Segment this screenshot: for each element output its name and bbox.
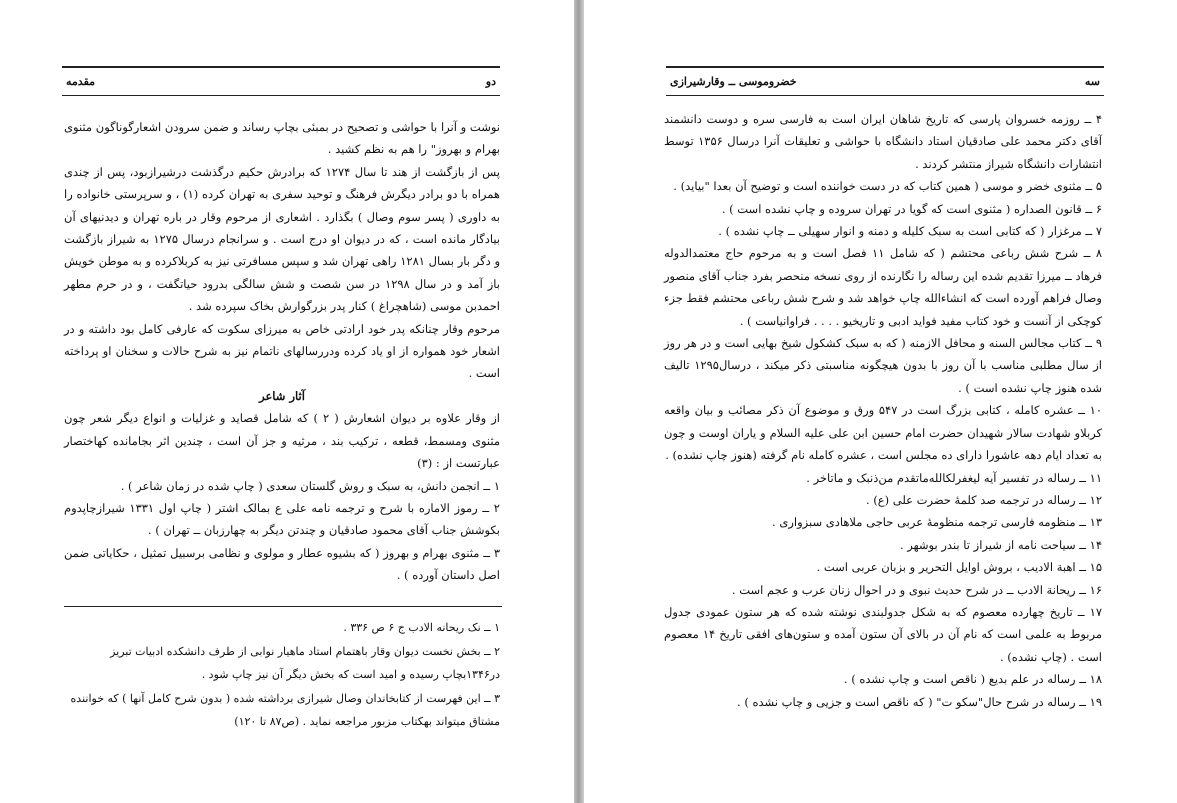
list-item: ۱۳ ــ منظومه فارسی ترجمه منظومهٔ عربی حاجی ملاهادی سبزواری .: [772, 515, 1102, 530]
footnote: ۱ ــ نک ریحانه الادب ج ۶ ص ۳۳۶ .: [343, 621, 500, 634]
list-item: ۱۶ ــ ریحانة الادب ــ در شرح حدیث نبوی و در احوال زنان عرب و عجم است .: [731, 582, 1102, 597]
right-page: [584, 0, 1177, 803]
left-page-header: [62, 66, 500, 96]
list-item: ۷ ــ مرغزار ( که کتابی است به سبک کلیله و دمنه و انوار سهیلی ــ چاپ نشده ) .: [718, 224, 1102, 239]
list-item: ۹ ــ کتاب مجالس السنه و محافل الازمنه ( که به سبک کشکول شیخ بهایی است و در هر روز از سال مطلبی مناسب با آن روز با بدون هیچگونه مناسبتی ذکر میکند ، درسال۱۲۹۵ تالیف شده هنوز چاپ نشده است ) .: [664, 336, 1102, 395]
left-header-page-number: دو: [485, 75, 496, 88]
list-item: ۱۹ ــ رساله در شرح حال"سکو ت" ( که ناقص است و جزیی و چاپ نشده ) .: [737, 694, 1102, 709]
list-item: ۱۰ ــ عشره کامله ، کتابی بزرگ است در ۵۴۷ ورق و موضوع آن ذکر مصائب و بیان واقعه کربلاو شهادت سالار شهیدان حضرت امام حسین ابن علی علیه السلام و یاران اوست و چون به تعداد ایام دهه عاشورا دارای ده مجلس است ، عشره کامله نام گرفته (هنوز چاپ نشده) .: [664, 403, 1102, 463]
list-item: ۲ ــ رموز الاماره با شرح و ترجمه نامه علی ع بمالک اشتر ( چاپ اول ۱۳۳۱ شیرازچاپدوم بکوشش جناب آقای محمود صادقیان و چندتن دیگر به چهارزبان ــ تهران ) .: [64, 500, 500, 538]
right-header-page-number: سه: [1084, 75, 1100, 88]
list-item: ۶ ــ قانون الصداره ( مثنوی است که گویا در تهران سروده و چاپ نشده است ) .: [721, 201, 1102, 216]
list-item: ۱۸ ــ رساله در علم بدیع ( ناقص است و چاپ نشده ) .: [843, 672, 1102, 687]
section-intro: از وقار علاوه بر دیوان اشعارش ( ۲ ) که شامل قصاید و غزلیات و انواع دیگر شعر چون مثنوی ومسمط، قطعه ، ترکیب بند ، مرثیه و جز آن است ، چندین اثر بجامانده کهاختصار عبارتست از : (۳): [64, 411, 500, 471]
list-item: ۱۷ ــ تاریخ چهارده معصوم که به شکل جدولبندی نوشته شده که هر ستون عمودی جدول مربوط به علمی است که نام آن در بالای آن ستون آمده و ستون‌های افقی تاریخ ۱۴ معصوم است . (چاپ نشده) .: [664, 604, 1102, 664]
list-item: ۱۵ ــ اهبة الادیب ، بروش اوایل التحریر و بزبان عربی است .: [816, 560, 1102, 575]
list-item: ۱۴ ــ سیاحت نامه از شیراز تا بندر بوشهر .: [899, 537, 1102, 552]
left-page-body: [64, 116, 500, 587]
footnotes: [64, 616, 500, 734]
book-spine: [574, 0, 584, 803]
list-item: ۱ ــ انجمن دانش، به سبک و روش گلستان سعدی ( چاپ شده در زمان شاعر ) .: [120, 478, 500, 493]
section-title: آثار شاعر: [259, 388, 305, 403]
left-header-title: مقدمه: [66, 75, 96, 88]
list-item: ۱۱ ــ رساله در تفسیر آیه لیغفرلکالله‌ماتقدم من‌ذنبک و ماتاخر .: [806, 470, 1102, 485]
footnote: ۲ ــ بخش نخست دیوان وقار باهتمام استاد ماهیار نوابی از طرف دانشکده ادبیات تبریز در۱۳۴۶بچاپ رسیده و امید است که بخش دیگر آن نیز چاپ شود .: [110, 644, 500, 682]
right-header-title: خضروموسی ــ وقارشیرازی: [670, 75, 797, 88]
list-item: ۴ ــ روزمه خسروان پارسی که تاریخ شاهان ایران است به فارسی سره و دوست دانشمند آقای دکتر محمد علی صادقیان استاد دانشگاه با حواشی و تعلیقات آنرا درسال ۱۳۵۶ توسط انتشارات دانشگاه شیراز منتشر کردند .: [664, 112, 1102, 171]
paragraph: نوشت و آنرا با حواشی و تصحیح در بمبئی بچاپ رساند و ضمن سرودن اشعارگوناگون مثنوی بهرام و بهروز" را هم به نظم کشید .: [64, 120, 500, 157]
right-page-header: [666, 66, 1104, 96]
list-item: ۳ ــ مثنوی بهرام و بهروز ( که بشیوه عطار و مولوی و نظامی برسبیل تمثیل ، حکایاتی ضمن اصل داستان آورده ) .: [64, 545, 500, 583]
list-item: ۸ ــ شرح شش رباعی محتشم ( که شامل ۱۱ فصل است و به مرحوم حاج معتمدالدوله فرهاد ــ میرزا تقدیم شده این رساله را نگارنده از روی نسخه منحصر بفرد جناب آقای منصور وصال فراهم آورده است که انشاءالله چاپ خواهد شد و شرح شش رباعی محتشم فقط جزء کوچکی از آنست و خود کتاب مفید فواید ادبی و تاریخیو . . . . فراوانیاست ) .: [664, 246, 1102, 328]
paragraph: پس از بازگشت از هند تا سال ۱۲۷۴ که برادرش حکیم درگذشت درشیرازبود، پس از چندی همراه با دو برادر دیگرش فرهنگ و توحید سفری به تهران کرده (۱) ، و سرپرستی خانواده را به داوری ( پسر سوم وصال ) بگذارد . اشعاری از مرحوم وقار در باره تهران و دیدنیهای آن بیادگار مانده است ، که در دیوان او درج است . و سرانجام درسال ۱۲۷۵ به شیراز بازگشت و دگر بار بسال ۱۲۸۱ راهی تهران شد و سپس مسافرتی نیز به کربلاکرده و به موطن خویش باز آمد و در سال ۱۲۹۸ در سن شصت و شش سالگی بدرود حیاتگفت ، و در حرم مطهر احمدبن موسی (شاهچراغ ) کنار پدر بزرگوارش بخاک سپرده شد .: [64, 164, 500, 314]
list-item: ۵ ــ مثنوی خضر و موسی ( همین کتاب که در دست خواننده است و توضیح آن بعدا "بیاید) .: [673, 179, 1102, 194]
list-item: ۱۲ ــ رساله در ترجمه صد کلمهٔ حضرت علی (ع) .: [865, 492, 1102, 507]
paragraph: مرحوم وقار چنانکه پدر خود ارادتی خاص به میرزای سکوت که عارفی کامل بود داشته و در اشعار خود همواره از او یاد کرده ودررسالهای ناتمام نیز به شرح حالات و سخنان او پرداخته است .: [64, 321, 500, 381]
footnote-divider: [64, 606, 502, 607]
left-page: [0, 0, 574, 803]
right-page-body: [664, 108, 1102, 713]
footnote: ۳ ــ این فهرست از کتابخاندان وصال شیرازی برداشته شده ( بدون شرح کامل آنها ) که خواننده مشتاق میتواند بهکتاب مزبور مراجعه نماید . (ص۸۷ تا ۱۲۰): [70, 691, 500, 729]
